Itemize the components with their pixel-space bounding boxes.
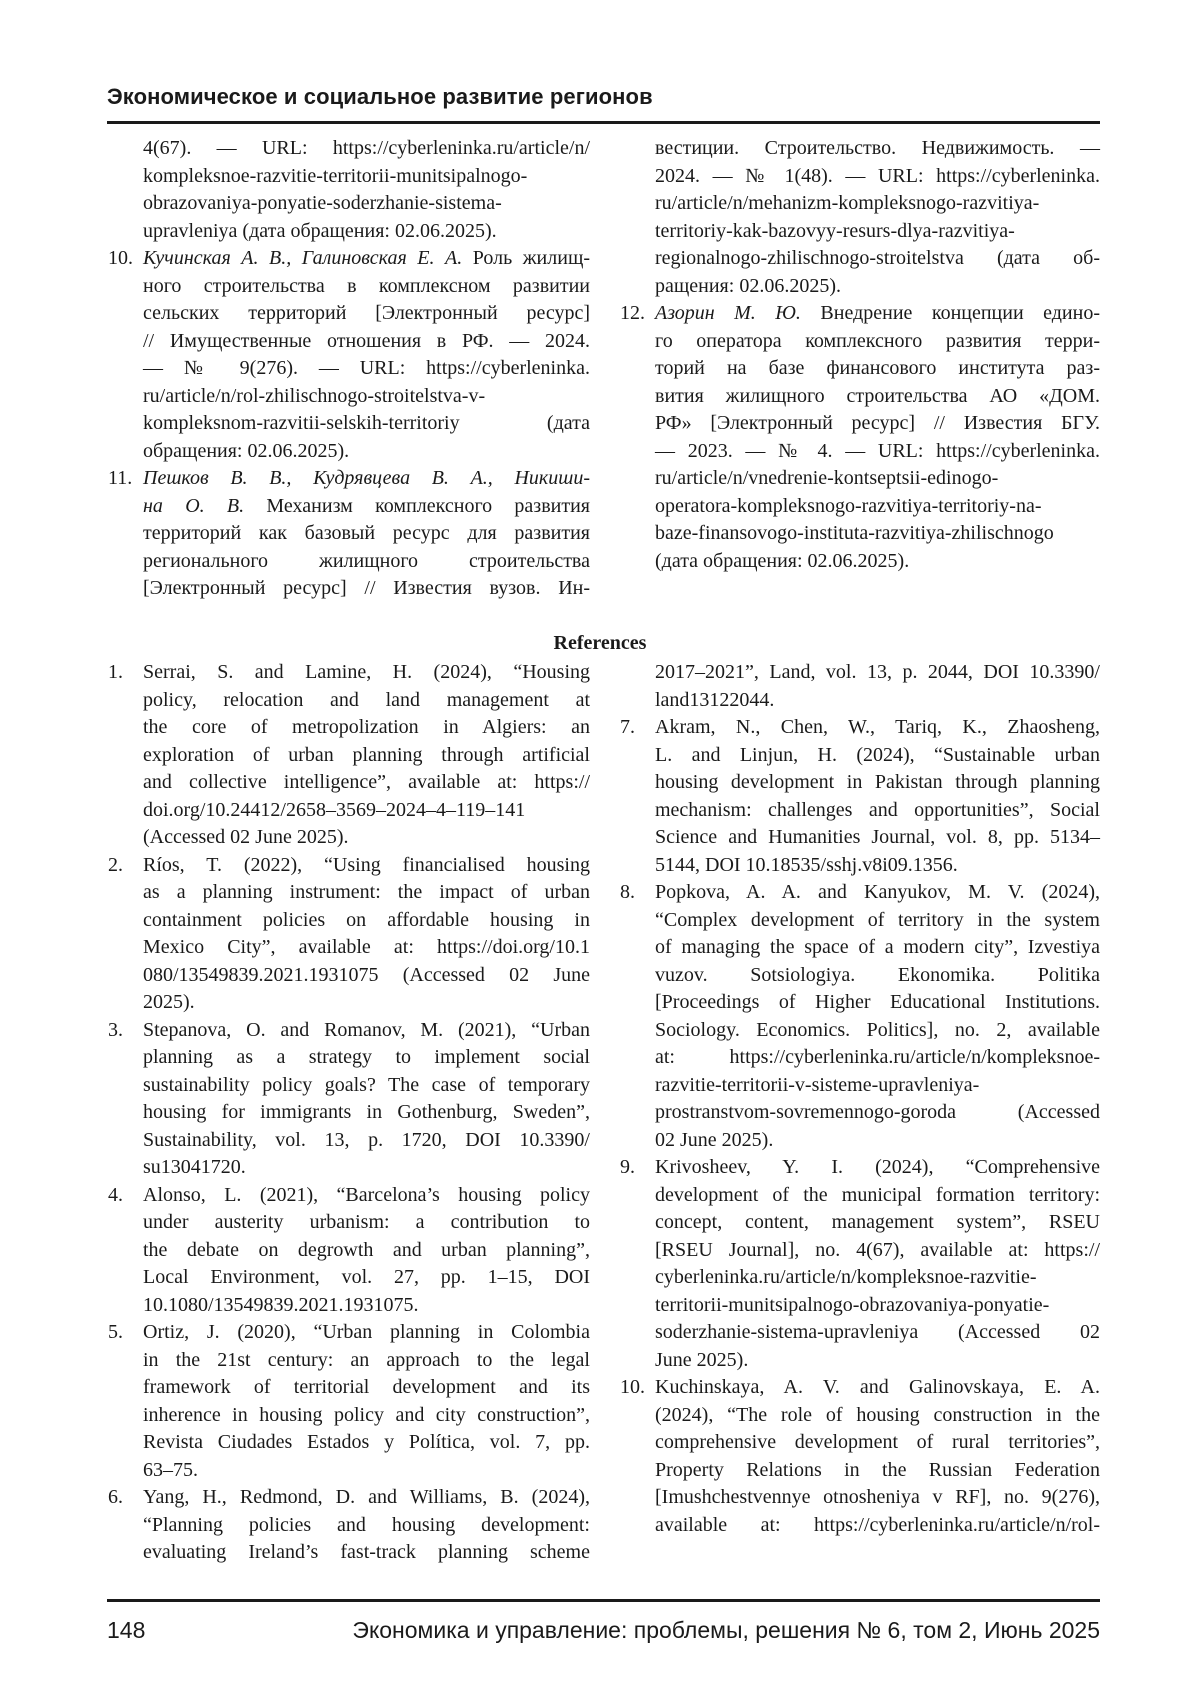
reference-line: 4(67). — URL: https://cyberleninka.ru/article/n/ [143, 135, 590, 163]
reference-line: cyberleninka.ru/article/n/kompleksnoe-razvitie- [655, 1264, 1100, 1292]
reference-line: planning as a strategy to implement social [143, 1044, 590, 1072]
reference-line: 2017–2021”, Land, vol. 13, p. 2044, DOI 10.3390/ [655, 659, 1100, 687]
reference-line: 2025). [143, 989, 590, 1017]
reference-title-text: Роль жилищ- [462, 247, 590, 269]
reference-line: Sociology. Economics. Politics], no. 2, available [655, 1017, 1100, 1045]
reference-line: prostranstvom-sovremennogo-goroda (Accessed [655, 1099, 1100, 1127]
reference-line: торий на базе финансового института раз- [655, 355, 1100, 383]
reference-number: 8. [620, 879, 635, 907]
reference-line: framework of territorial development and its [143, 1374, 590, 1402]
reference-line: the core of metropolization in Algiers: an [143, 714, 590, 742]
reference-entry [143, 135, 590, 245]
reference-line: soderzhanie-sistema-upravleniya (Accessed 02 [655, 1319, 1100, 1347]
reference-line: housing development in Pakistan through planning [655, 769, 1100, 797]
reference-line: sustainability policy goals? The case of temporary [143, 1072, 590, 1100]
running-header: Экономическое и социальное развитие регионов [107, 84, 653, 110]
reference-line: upravleniya (дата обращения: 02.06.2025). [143, 218, 590, 246]
reference-entry [655, 714, 1100, 879]
reference-line: — № 9(276). — URL: https://cyberleninka. [143, 355, 590, 383]
reference-line: 5144, DOI 10.18535/sshj.v8i09.1356. [655, 852, 1100, 880]
reference-line: сельских территорий [Электронный ресурс] [143, 300, 590, 328]
reference-line: Yang, H., Redmond, D. and Williams, B. (2024), [143, 1484, 590, 1512]
reference-authors: Пешков В. В., Кудрявцева В. А., Никиши- [143, 467, 590, 489]
header-rule [107, 121, 1100, 124]
reference-number: 10. [108, 245, 133, 273]
reference-number: 5. [108, 1319, 123, 1347]
reference-number: 2. [108, 852, 123, 880]
reference-entry [143, 852, 590, 1017]
reference-line: ru/article/n/vnedrenie-kontseptsii-edinogo- [655, 465, 1100, 493]
reference-line: available at: https://cyberleninka.ru/article/n/rol- [655, 1512, 1100, 1540]
reference-line: Serrai, S. and Lamine, H. (2024), “Housing [143, 659, 590, 687]
footer-rule [107, 1599, 1100, 1602]
reference-line: kompleksnoe-razvitie-territorii-munitsipalnogo- [143, 163, 590, 191]
reference-line: ращения: 02.06.2025). [655, 273, 1100, 301]
bibliography-column-left [143, 135, 590, 603]
reference-line: ru/article/n/rol-zhilischnogo-stroitelstva-v- [143, 383, 590, 411]
reference-line: operatora-kompleksnogo-razvitiya-territoriy-na- [655, 493, 1100, 521]
reference-line: of managing the space of a modern city”, Izvestiya [655, 934, 1100, 962]
reference-line: Local Environment, vol. 27, pp. 1–15, DOI [143, 1264, 590, 1292]
reference-line: territorii-munitsipalnogo-obrazovaniya-ponyatie- [655, 1292, 1100, 1320]
reference-number: 11. [108, 465, 132, 493]
reference-line: Kuchinskaya, A. V. and Galinovskaya, E. A. [655, 1374, 1100, 1402]
reference-line: вестиции. Строительство. Недвижимость. — [655, 135, 1100, 163]
reference-line: (2024), “The role of housing construction in the [655, 1402, 1100, 1430]
reference-entry [143, 1319, 590, 1484]
reference-line: Stepanova, O. and Romanov, M. (2021), “Urban [143, 1017, 590, 1045]
reference-number: 9. [620, 1154, 635, 1182]
reference-line [143, 245, 590, 273]
reference-line: [Proceedings of Higher Educational Institutions. [655, 989, 1100, 1017]
reference-line: ного строительства в комплексном развитии [143, 273, 590, 301]
reference-line: Ríos, T. (2022), “Using financialised housing [143, 852, 590, 880]
reference-line: (Accessed 02 June 2025). [143, 824, 590, 852]
reference-entry [655, 1154, 1100, 1374]
reference-line: ru/article/n/mehanizm-kompleksnogo-razvitiya- [655, 190, 1100, 218]
reference-line: го оператора комплексного развития терри- [655, 328, 1100, 356]
reference-line: as a planning instrument: the impact of urban [143, 879, 590, 907]
reference-line: — 2023. — № 4. — URL: https://cyberleninka. [655, 438, 1100, 466]
reference-line: under austerity urbanism: a contribution to [143, 1209, 590, 1237]
page-number: 148 [107, 1617, 145, 1644]
reference-line [143, 465, 590, 493]
reference-line: in the 21st century: an approach to the legal [143, 1347, 590, 1375]
reference-line: evaluating Ireland’s fast-track planning scheme [143, 1539, 590, 1567]
references-column-left [143, 659, 590, 1567]
reference-line: land13122044. [655, 687, 1100, 715]
reference-line: development of the municipal formation territory: [655, 1182, 1100, 1210]
reference-line: L. and Linjun, H. (2024), “Sustainable urban [655, 742, 1100, 770]
reference-authors: на О. В. [143, 495, 244, 517]
reference-line: Mexico City”, available at: https://doi.org/10.1 [143, 934, 590, 962]
reference-line: Science and Humanities Journal, vol. 8, pp. 5134– [655, 824, 1100, 852]
reference-line [655, 300, 1100, 328]
reference-entry [143, 465, 590, 603]
reference-line: [RSEU Journal], no. 4(67), available at: https:// [655, 1237, 1100, 1265]
reference-entry [655, 879, 1100, 1154]
reference-line: territoriy-kak-bazovyy-resurs-dlya-razvitiya- [655, 218, 1100, 246]
reference-entry [655, 135, 1100, 300]
reference-line: inherence in housing policy and city construction”, [143, 1402, 590, 1430]
reference-entry [655, 300, 1100, 575]
reference-number: 4. [108, 1182, 123, 1210]
reference-number: 7. [620, 714, 635, 742]
reference-line: Akram, N., Chen, W., Tariq, K., Zhaosheng, [655, 714, 1100, 742]
reference-line: Popkova, A. A. and Kanyukov, M. V. (2024), [655, 879, 1100, 907]
reference-line: [Imushchestvennye otnosheniya v RF], no. 9(276), [655, 1484, 1100, 1512]
reference-line: exploration of urban planning through artificial [143, 742, 590, 770]
reference-entry [655, 659, 1100, 714]
reference-line: housing for immigrants in Gothenburg, Sweden”, [143, 1099, 590, 1127]
reference-line: regionalnogo-zhilischnogo-stroitelstva (дата об- [655, 245, 1100, 273]
reference-line: вития жилищного строительства АО «ДОМ. [655, 383, 1100, 411]
reference-line: policy, relocation and land management at [143, 687, 590, 715]
reference-line: РФ» [Электронный ресурс] // Известия БГУ. [655, 410, 1100, 438]
reference-entry [143, 659, 590, 852]
reference-line: vuzov. Sotsiologiya. Ekonomika. Politika [655, 962, 1100, 990]
reference-number: 3. [108, 1017, 123, 1045]
reference-line: razvitie-territorii-v-sisteme-upravleniya- [655, 1072, 1100, 1100]
reference-line: 63–75. [143, 1457, 590, 1485]
reference-line: June 2025). [655, 1347, 1100, 1375]
references-column-right [655, 659, 1100, 1539]
reference-line: Revista Ciudades Estados y Política, vol. 7, pp. [143, 1429, 590, 1457]
reference-line: 02 June 2025). [655, 1127, 1100, 1155]
bibliography-column-right [655, 135, 1100, 575]
reference-line: doi.org/10.24412/2658–3569–2024–4–119–141 [143, 797, 590, 825]
reference-line: (дата обращения: 02.06.2025). [655, 548, 1100, 576]
reference-line: kompleksnom-razvitii-selskih-territoriy (дата [143, 410, 590, 438]
reference-line: обращения: 02.06.2025). [143, 438, 590, 466]
reference-number: 6. [108, 1484, 123, 1512]
reference-number: 12. [620, 300, 645, 328]
reference-line: and collective intelligence”, available at: https:// [143, 769, 590, 797]
reference-line: baze-finansovogo-instituta-razvitiya-zhilischnogo [655, 520, 1100, 548]
reference-line: Sustainability, vol. 13, p. 1720, DOI 10.3390/ [143, 1127, 590, 1155]
reference-line: obrazovaniya-ponyatie-soderzhanie-sistema- [143, 190, 590, 218]
reference-authors: Азорин М. Ю. [655, 302, 801, 324]
reference-title-text: Механизм комплексного развития [244, 495, 590, 517]
reference-line: mechanism: challenges and opportunities”, Social [655, 797, 1100, 825]
reference-line: Ortiz, J. (2020), “Urban planning in Colombia [143, 1319, 590, 1347]
reference-entry [143, 1484, 590, 1567]
reference-line: the debate on degrowth and urban planning”, [143, 1237, 590, 1265]
reference-line: “Complex development of territory in the system [655, 907, 1100, 935]
reference-number: 1. [108, 659, 123, 687]
reference-line: Property Relations in the Russian Federation [655, 1457, 1100, 1485]
reference-line: Krivosheev, Y. I. (2024), “Comprehensive [655, 1154, 1100, 1182]
reference-line: “Planning policies and housing development: [143, 1512, 590, 1540]
reference-line: Alonso, L. (2021), “Barcelona’s housing policy [143, 1182, 590, 1210]
reference-line: регионального жилищного строительства [143, 548, 590, 576]
reference-line [143, 493, 590, 521]
reference-line: at: https://cyberleninka.ru/article/n/kompleksnoe- [655, 1044, 1100, 1072]
journal-footer: Экономика и управление: проблемы, решения № 6, том 2, Июнь 2025 [352, 1617, 1100, 1644]
reference-line: containment policies on affordable housing in [143, 907, 590, 935]
reference-line: 10.1080/13549839.2021.1931075. [143, 1292, 590, 1320]
reference-line: 2024. — № 1(48). — URL: https://cyberleninka. [655, 163, 1100, 191]
references-heading: References [0, 632, 1200, 655]
reference-entry [143, 245, 590, 465]
reference-line: территорий как базовый ресурс для развития [143, 520, 590, 548]
reference-number: 10. [620, 1374, 645, 1402]
reference-entry [655, 1374, 1100, 1539]
reference-line: su13041720. [143, 1154, 590, 1182]
reference-line: concept, content, management system”, RSEU [655, 1209, 1100, 1237]
reference-authors: Кучинская А. В., Галиновская Е. А. [143, 247, 462, 269]
reference-line: 080/13549839.2021.1931075 (Accessed 02 June [143, 962, 590, 990]
reference-entry [143, 1017, 590, 1182]
reference-line: [Электронный ресурс] // Известия вузов. Ин- [143, 575, 590, 603]
reference-line: // Имущественные отношения в РФ. — 2024. [143, 328, 590, 356]
reference-line: comprehensive development of rural territories”, [655, 1429, 1100, 1457]
reference-title-text: Внедрение концепции едино- [801, 302, 1100, 324]
reference-entry [143, 1182, 590, 1320]
